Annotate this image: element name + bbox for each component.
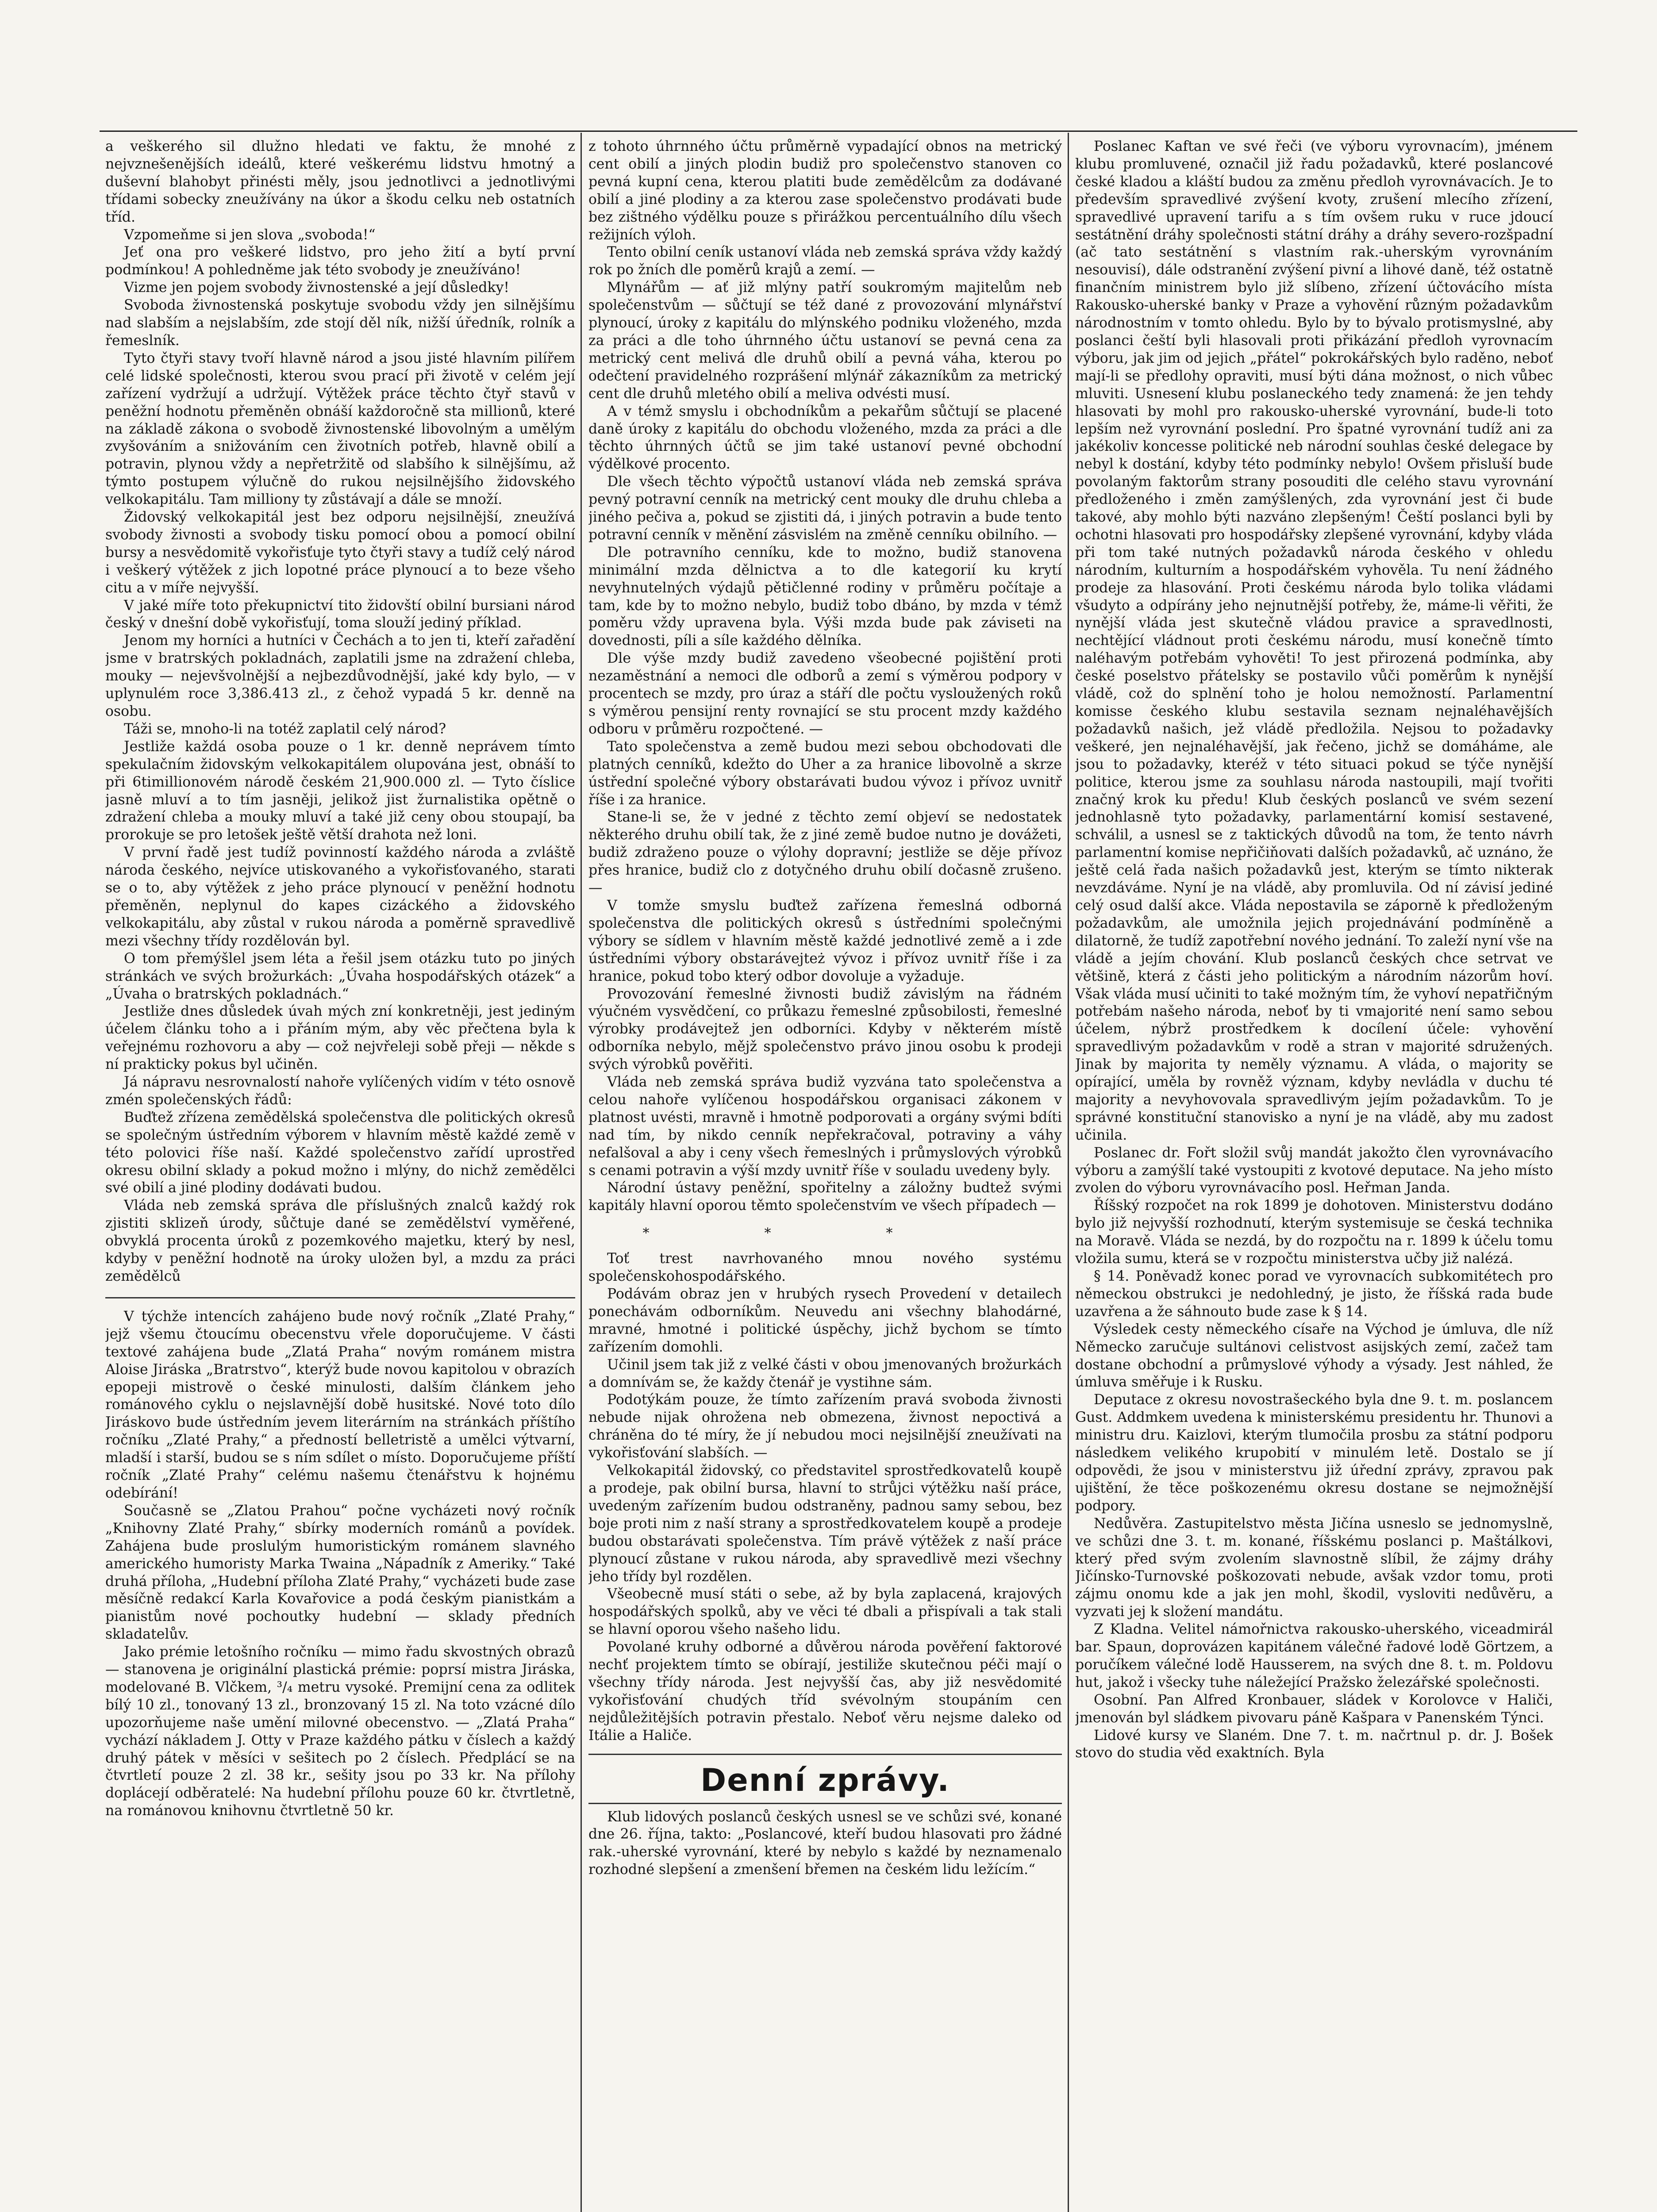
- paragraph: Vizme jen pojem svobody živnostenské a její důsledky!: [124, 280, 510, 296]
- column-3: [1075, 138, 1553, 2212]
- paragraph: V první řadě jest tudíž povinností každého národa a zvláště národa českého, nejvíce utiskovaného a vykořisťovaného, starati se o to, aby výtěžek z jeho práce plynoucí v peněžní hodnotu přeměněn, neplynul do kapes cizáckého a židovského velkokapitálu, aby zůstal v rukou národa a poměrně spravedlivě mezi všechny třídy rozdělován byl.: [105, 845, 575, 949]
- notice-paragraph: V týchže intencích zahájeno bude nový ročník „Zlaté Prahy,“ jejž všemu čtoucímu obecenstvu vřele doporučujeme. V části textové zahájena bude „Zlatá Praha“ novým románem mistra Aloise Jiráska „Bratrstvo“, kterýž bude novou kapitolou v obrazích epopeji mistrově o české minulosti, dalším článkem jeho románového cyklu o nejslavnější době husitské. Nové toto dílo Jiráskovo bude ústředním jevem literárním na stránkách příštího ročníku „Zlaté Prahy,“ a předností belletristě a umělci výtvarní, mladší i starší, budou se s ním sdílet o místo. Doporučujeme příští ročník „Zlaté Prahy“ celému našemu čtenářstvu k hojnému odebírání!: [105, 1308, 575, 1501]
- paragraph: Říšský rozpočet na rok 1899 je dohotoven. Ministerstvu dodáno bylo již nejvyšší rozhodnutí, kterým systemisuje se česká technika na Moravě. Vláda se nezdá, by do rozpočtu na r. 1899 k účelu tomu vložila sumu, která se v rozpočtu ministerstva učby již nalézá.: [1075, 1198, 1553, 1267]
- section-rule: [588, 1803, 1062, 1804]
- paragraph: Tato společenstva a země budou mezi sebou obchodovati dle platných cenníků, kdežto do Uher a za hranice libovolně a skrze ústřední společné výbory obstarávati budou vývoz i přívoz uvnitř říše i za hranice.: [588, 738, 1062, 808]
- column-rule-2: [1068, 133, 1069, 2212]
- paragraph: Svoboda živnostenská poskytuje svobodu vždy jen silnějšímu nad slabším a nejslabším, zde stojí děl ník, nižší úředník, rolník a řemeslník.: [105, 297, 575, 349]
- paragraph: Výsledek cesty německého císaře na Východ je úmluva, dle níž Německo zaručuje sultánovi celistvost asijských zemí, začež tam dostane obchodní a průmyslové výhody a výsady. Jest náhled, že úmluva směřuje i k Rusku.: [1075, 1321, 1553, 1390]
- paragraph: Vzpomeňme si jen slova „svoboda!“: [124, 227, 376, 243]
- paragraph: V tomže smyslu buďtež zařízena řemeslná odborná společenstva dle politických okresů s ústředními společnými výbory se sídlem v hlavním městě každé jednotlivé země a i zde ústředními výbory obstarávejteż vývoz i přívoz uvnitř říše i za hranice, pokud tobo který odbor dovoluje a vyžaduje.: [588, 897, 1062, 984]
- column-1: [105, 138, 575, 2212]
- paragraph: Dle potravního cenníku, kde to možno, budiž stanovena minimální mzda dělnictva a to dle kategorií ku krytí nevyhnutelných výdajů pětičlenné rodiny v průměru počítaje a tam, kde by to možno nebylo, budiž tobo dbáno, by mzda v témž poměru vždy upravena byla. Výši mzda bude pak záviseti na dovednosti, píli a síle každého dělníka.: [588, 544, 1062, 649]
- paragraph: V jaké míře toto překupnictví tito židovští obilní bursiani národ český v dnešní době vykořisťují, toma slouží jediný příklad.: [105, 597, 575, 631]
- paragraph: Toť trest navrhovaného mnou nového systému společenskohospodářského.: [588, 1251, 1062, 1285]
- paragraph: Velkokapitál židovský, co představitel sprostředkovatelů koupě a prodeje, pak obilní bursa, hlavní to strůjci výtěžku naší práce, uvedeným zařízením budou odstraněny, padnou samy sebou, bez boje proti nim z naší strany a sprostředkovatelem koupě a prodeje budou obstarávati společenstva. Tím právě výtěžek z naší práce plynoucí zůstane v rukou národa, aby spravedlivě mezi všechny jeho třídy byl rozdělen.: [588, 1463, 1062, 1585]
- section-heading-denni-zpravy: Denní zprávy.: [700, 1762, 950, 1798]
- paragraph: Deputace z okresu novostrašeckého byla dne 9. t. m. poslancem Gust. Addmkem uvedena k ministerskému presidentu hr. Thunovi a ministru dru. Kaizlovi, kterým tlumočila prosbu za státní podporu následkem velikého krupobití v minulém letě. Dostalo se jí odpovědi, že jsou v ministerstvu již úřední zprávy, zpravou pak ujištění, že těce poškozenému okresu dostane se nejmožnější podpory.: [1075, 1392, 1553, 1514]
- notice-paragraph: Současně se „Zlatou Prahou“ počne vycházeti nový ročník „Knihovny Zlaté Prahy,“ sbírky moderních románů a povídek. Zahájena bude proslulým humoristickým románem slavného amerického humoristy Marka Twaina „Nápadník z Ameriky.“ Také druhá příloha, „Hudební příloha Zlaté Prahy,“ vycházeti bude zase měsíčně redakcí Karla Kovařovice a podá českým pianistkám a pianistům nové pochoutky hudební — sklady předních skladatelův.: [105, 1502, 575, 1643]
- paragraph: Z Kladna. Velitel námořnictva rakousko-uherského, viceadmirál bar. Spaun, doprovázen kapitánem válečné řadové lodě Görtzem, a poručíkem válečné lodě Hausserem, na svých dne 8. t. m. Poldovu hut, jakož i všecky tuhe náležející Pražsko železářské společnosti.: [1075, 1621, 1553, 1690]
- paragraph: Jestliže každá osoba pouze o 1 kr. denně neprávem tímto spekulačním židovským velkokapitálem olupována jest, obnáší to při 6timillionovém národě českém 21,900.000 zl. — Tyto číslice jasně mluví a to tím jasněji, jelikož jist žurnalistika opětně o zdražení chleba a mouky mluví a také již ceny obou stoupají, ba prorokuje se pro letošek ještě větší drahota než loni.: [105, 738, 575, 843]
- paragraph: Osobní. Pan Alfred Kronbauer, sládek v Korolovce v Haliči, jmenován byl sládkem pivovaru páně Kašpara v Panenském Týnci.: [1075, 1692, 1553, 1726]
- column-2: [588, 138, 1062, 2212]
- paragraph: Jeť ona pro veškeré lidstvo, pro jeho žití a bytí první podmínkou! A pohledněme jak této svobody je zneužíváno!: [105, 244, 575, 278]
- paragraph: Táži se, mnoho-li na totéž zaplatil celý národ?: [124, 721, 446, 737]
- paragraph: Učinil jsem tak již z velké části v obou jmenovaných brožurkách a domnívám se, že každy čtenář je vystihne sám.: [588, 1356, 1062, 1390]
- paragraph: Lidové kursy ve Slaném. Dne 7. t. m. načrtnul p. dr. J. Bošek stovo do studia věd exaktních. Byla: [1075, 1727, 1553, 1761]
- notice-paragraph: Jako prémie letošního ročníku — mimo řadu skvostných obrazů — stanovena je originální plastická prémie: poprsí mistra Jiráska, modelované B. Vlčkem, ³/₄ metru vysoké. Premijní cena za odlitek bílý 10 zl., tonovaný 13 zl., bronzovaný 15 zl. Na toto vzácné dílo upozorňujeme naše umění milovné obecenstvo. — „Zlatá Praha“ vychází nákladem J. Otty v Praze každého pátku v číslech a každý druhý pátek v měsíci v sešitech po 2 číslech. Předplácí se na čtvrtletí pouze 2 zl. 38 kr., sešity jsou po 33 kr. Na přílohy doplácejí odběratelé: Na hudební přílohu pouze 60 kr. čtvrtletně, na románovou knihovnu čtvrtletně 50 kr.: [105, 1644, 575, 1819]
- paragraph: Jenom my horníci a hutníci v Čechách a to jen ti, kteří zařadění jsme v bratrských pokladnách, zaplatili jsme na zdražení chleba, mouky — nejevšvolnější a nejbezdůvodnější, jaké kdy bylo, — v uplynulém roce 3,386.413 zl., z čehož vypadá 5 kr. denně na osobu.: [105, 633, 575, 719]
- paragraph: Mlynářům — ať již mlýny patří soukromým majitelům neb společenstvům — sůčtují se též dané z provozování mlynářství plynoucí, úroky z kapitálu do mlýnského podniku vloženého, mzda za práci a dle toho úhrnného účtu ustanoví se pevná cena za metrický cent melivá dle druhů obilí a pevná váha, kterou po odečtení pravidelného rozprášení mlýnář zákazníkům za metrický cent dle druhů mletého obilí a meliva odvésti musí.: [588, 280, 1062, 402]
- paragraph: Jestliže dnes důsledek úvah mých zní konkretněji, jest jediným účelem článku toho a i přáním mým, aby věc přečtena byla k veřejnému rozhovoru a aby — což nejvřeleji sobě přeji — někde s ní prakticky pokus byl učiněn.: [105, 1003, 575, 1073]
- paragraph: O tom přemýšlel jsem léta a řešil jsem otázku tuto po jiných stránkách ve svých brožurkách: „Úvaha hospodářských otázek“ a „Úvaha o bratrských pokladnách.“: [105, 950, 575, 1002]
- paragraph: Nedůvěra. Zastupitelstvo města Jičína usneslo se jednomyslně, ve schůzi dne 3. t. m. konané, říšskému poslanci p. Maštálkovi, který před svým zvolením slavnostně slíbil, že zájmy dráhy Jičínsko-Turnovské poškozovati nebude, avšak vzdor tomu, proti zájmu onomu kde a jak jen mohl, škodil, vysloviti nedůvěru, a vyzvati jej k složení mandátu.: [1075, 1515, 1553, 1620]
- paragraph: Dle všech těchto výpočtů ustanoví vláda neb zemská správa pevný potravní cenník na metrický cent mouky dle druhu chleba a jiného pečiva a, pokud se zjistiti dá, i jiných potravin a bude tento potravní cenník v měnění zásvislém na změně cenníku obilního. —: [588, 474, 1062, 543]
- column-rule-1: [581, 133, 582, 2212]
- section-stars: ***: [642, 1225, 1008, 1241]
- paragraph: § 14. Poněvadž konec porad ve vyrovnacích subkomitétech pro německou obstrukci je nedohledný, je jisto, že říšská rada bude uzavřena a že sáhnouto bude zase k § 14.: [1075, 1268, 1553, 1320]
- paragraph: Já nápravu nesrovnalostí nahoře vylíčených vidím v této osnově zmén společenských řádů:: [105, 1074, 575, 1108]
- paragraph: Podotýkám pouze, že tímto zařízením pravá svoboda živnosti nebude nijak ohrožena neb obmezena, živnost nepoctivá a chráněna do té míry, že jí nebudou moci nejsilnější zneužívati na vykořisťování slabších. —: [588, 1392, 1062, 1461]
- paragraph: Buďtež zřízena zemědělská společenstva dle politických okresů se společným ústředním výborem v hlavním městě každé země v této polovici říše naší. Každé společenstvo zařídí uprostřed okresu obilní sklady a pokud možno i mlýny, do nichž zemědělci své obilí a jiné plodiny dodávati budou.: [105, 1109, 575, 1196]
- paragraph: A v témž smyslu i obchodníkům a pekařům sůčtují se placené daně úroky z kapitálu do obchodu vloženého, mzda za práci a dle těchto úhrnných účtů se jim také ustanoví pevné obchodní výdělkové procento.: [588, 403, 1062, 472]
- paragraph: Dle výše mzdy budiž zavedeno všeobecné pojištění proti nezaměstnání a nemoci dle odborů a zemí s výměrou podpory v procentech se mzdy, pro úraz a stáří dle počtu vysloužených roků s výměrou pensijní renty rovnající se stu procent mzdy každého odboru v průměru rozpočtené. —: [588, 650, 1062, 737]
- section-rule: [105, 1297, 575, 1298]
- paragraph: Židovský velkokapitál jest bez odporu nejsilnější, zneužívá svobody živnosti a svobody tisku pomocí obou a pomocí obilní bursy a nesvědomitě vykořisťuje tyto čtyři stavy a tudíž celý národ i veškerý výtěžek z jich lopotné práce plynoucí a to beze všeho citu a v míře nejvyšší.: [105, 509, 575, 596]
- paragraph: Vláda neb zemská správa dle příslušných znalců každý rok zjistiti sklizeň úrody, sůčtuje dané se zemědělství vyměřené, obvyklá procenta úroků z pozemkového majetku, který by nesl, kdyby v peněžní hodnotě na úroky uložen byl, a mzdu za práci zemědělců: [105, 1198, 575, 1284]
- paragraph: Tento obilní ceník ustanoví vláda neb zemská správa vždy každý rok po žních dle poměrů krajů a zemí. —: [588, 244, 1062, 278]
- paragraph: Tyto čtyři stavy tvoří hlavně národ a jsou jisté hlavním pilířem celé lidské společnosti, kterou svou prací při životě v celém její zařízení vydržují a udržují. Výtěžek práce těchto čtyř stavů v peněžní hodnotu přeměněn obnáší každoročně sta millionů, které na základě zákona o svobodě živnostenské libovolným a umělým zvyšováním a snižováním cen životních potřeb, hlavně obilí a potravin, plynou vždy a nepřetržitě od slabšího k silnějšímu, až týmto postupem výlučně do rukou nejsilnějšího židovského velkokapitálu. Tam milliony ty zůstávají a dále se množí.: [105, 350, 575, 508]
- paragraph: Národní ústavy peněžní, spořitelny a záložny budtež svými kapitály hlavní oporou těmto společenstvím ve všech případech —: [588, 1180, 1062, 1214]
- paragraph: Provozování řemeslné živnosti budiž závislým na řádném výučném vysvědčení, co průkazu řemeslné způsobilosti, řemeslné výrobky prodávejtež jen odborníci. Kdyby v některém místě odborníka nebylo, mějž společenstvo právo jinou osobu k prodeji svých výrobků pověřiti.: [588, 986, 1062, 1073]
- paragraph: Podávám obraz jen v hrubých rysech Provedení v detailech ponechávám odborníkům. Neuvedu ani všechny blahodárné, mravné, hmotné i politické úspěchy, jichž bychom se tímto zařízením domohli.: [588, 1286, 1062, 1355]
- news-paragraph: Klub lidových poslanců českých usnesl se ve schůzi své, konané dne 26. října, takto: „Poslancové, kteří budou hlasovati pro žádné rak.-uherské vyrovnání, které by nebylo s každé by neznamenalo rozhodné slepšení a zmenšení břemen na českém lidu ležícím.“: [588, 1809, 1062, 1878]
- paragraph: Povolané kruhy odborné a důvěrou národa pověření faktorové nechť projektem tímto se obírají, jestiliže skutečnou péči mají o všechny třídy národa. Jest nejvyšší čas, aby již nesvědomité vykořisťování chudých tříd svévolným stoupáním cen nejdůležitějších potravin přestalo. Neboť věru nejsme daleko od Itálie a Haliče.: [588, 1639, 1062, 1743]
- paragraph: z tohoto úhrnného účtu průměrně vypadající obnos na metrický cent obilí a jiných plodin budiž pro společenstvo stanoven co pevná kupní cena, kterou platiti bude zemědělcům za dodávané obilí a jiné plodiny a za kterou zase společenstvo prodávati bude bez zištného výdělku pouze s přirážkou percentuálního dílu všech režijních výloh.: [588, 138, 1062, 243]
- paragraph: Vláda neb zemská správa budiž vyzvána tato společenstva a celou nahoře vylíčenou hospodářskou organisaci zákonem v platnost uvésti, mravně i hmotně podporovati a orgány svými bdíti nad tím, by nikdo cenník nepřekračoval, potraviny a váhy nefalšoval a aby i ceny všech řemeslných i průmyslových výrobků s cenami potravin a výší mzdy uvnitř říše v souladu uvedeny byly.: [588, 1074, 1062, 1179]
- paragraph: Stane-li se, že v jedné z těchto zemí objeví se nedostatek některého druhu obilí tak, že z jiné země budoe nutno je dovážeti, budiž zdraženo pouze o výlohy dopravní; jestliže se děje přívoz přes hranice, budiž clo z dotyčného druhu obilí dočasně zrušeno. —: [588, 809, 1062, 896]
- paragraph: a veškerého sil dlužno hledati ve faktu, že mnohé z nejvznešenějších ideálů, které veškerému lidstvu hmotný a duševní blahobyt přinésti měly, jsou jednotlivci a jednotlivými třídami sobecky zneužívány na úkor a škodu celku neb ostatních tříd.: [105, 138, 575, 225]
- paragraph: Poslanec Kaftan ve své řeči (ve výboru vyrovnacím), jménem klubu promluvené, označil již řadu požadavků, které poslancové české kladou a kláští budou za změnu předloh vyrovnávacích. Je to především spravedlivé zvýšení kvoty, zrušení mlecího zřízení, spravedlivé upravení tarifu a s tím ovšem ruku v ruce jdoucí sestátnění dráhy společnosti státní dráhy a dráhy severo-rozšpadní (ač tato sestátnění s vlastním rak.-uherským vyrovnáním nesouvisí), dále odstranění zvýšení pivní a lihové daně, též ostatně finančním ministrem bylo již slíbeno, zřízení účtovácího místa Rakousko-uherské banky v Praze a vyhovění různým požadavkům národnostním v tomto ohledu. Bylo by to bývalo protismyslné, aby poslanci čeští byli hlasovali proti přikázání předloh vyrovnacím výboru, jak jim od jejich „přátel“ pokrokářských bylo raděno, neboť mají-li se předlohy opraviti, musí býti dána možnost, o nich vůbec mluviti. Usnesení klubu poslaneckého tedy znamená: že jen tehdy hlasovati by mohl pro rakousko-uherské vyrovnání, bude-li toto lepším než vyrovnání poslední. Pro špatné vyrovnání tudíž ani za jakékoliv koncesse politické neb národní souhlas české delegace by nebyl k dostání, kdyby této podmínky nebylo! Ovšem přisluší bude povolaným faktorům strany posouditi dle celého stavu vyrovnání předloženého i změn zamýšlených, zda vyrovnání jest či bude takové, aby mohlo býti nazváno zlepšeným! Čeští poslanci byli by ochotni hlasovati pro hospodářsky zlepšené vyrovnání, kdyby vláda při tom také nutných požadavků národa českého v ohledu národním, kulturním a hospodářském vyhověla. Tu není žádného prodeje za hlasování. Proti českému národa bylo tolika vládami všudyto a odpírány jeho nejnutnější potřeby, že, máme-li věřiti, že nynější vláda jest skutečně vládou pravice a spravedlnosti, nechtějící vládnout proti českému národu, musí konečně tímto naléhavým potřebám vyhověti! To jest přirozená podmínka, aby české poselstvo přátelsky se postavilo vůči poměrům k nynější vládě, což do splnění toho je holou nemožností. Parlamentní komisse českého klubu sestavila seznam nejnaléhavějších požadavků našich, jež vládě předložila. Nejsou to požadavky veškeré, jen nejnaléhavější, jak řečeno, jichž se domáháme, ale jsou to požadavky, kteréž v této situaci pokud se týče nynější politice, kterou jsme za souhlasu národa nastoupili, mají tvořiti značný krok ku předu! Klub českých poslanců ve svém sezení jednohlasně tyto požadavky, parlamentární komisí sestavené, schválil, a usnesl se z taktických důvodů na tom, že tento návrh parlamentní komise nepřičiňovati dalších požadavků, ač uznáno, že ještě celá řada našich požadavků jest, kterým se tímto nikterak nevzdáváme. Nyní je na vládě, aby promluvila. Od ní závisí jediné celý osud další akce. Vláda nepostavila se záporně k předloženým požadavkům, ale umožnila jejich projednávání podmíněně a dilatorně, že tudíž zapotřební nového jednání. To zaleží nyní vše na vládě a jejím chování. Klub poslanců českých chce setrvat ve většině, která z části jeho politickým a národním názorům hoví. Však vláda musí učiniti to také možným tím, že vyhoví nepatřičným potřebám našeho národa, neboť by ti vmajorité není samo sebou účelem, nýbrž prostředkem k docílení účele: vyhovění spravedlivým požadavkům v rodě a stran v majorité sdružených. Jinak by majorita ty neměly významu. A vláda, o majority se opírající, uměla by rovněž význam, kdyby nevládla v duchu té majority a nevyhovovala spravedlivým jejím požadavkům. To je správné konstituční stanovisko a nyní je na vládě, aby mu zadost učinila.: [1075, 138, 1553, 1143]
- paragraph: Poslanec dr. Fořt složil svůj mandát jakožto člen vyrovnávacího výboru a zamýšlí také vystoupiti z kvotové deputace. Na jeho místo zvolen do výboru vyrovnávacího posl. Heřman Janda.: [1075, 1144, 1553, 1196]
- paragraph: Všeobecně musí státi o sebe, až by byla zaplacená, krajových hospodářských spolků, aby ve věci té dbali a přispívali a tak stali se hlavní oporou všeho našeho lidu.: [588, 1586, 1062, 1638]
- section-rule: [588, 1754, 1062, 1755]
